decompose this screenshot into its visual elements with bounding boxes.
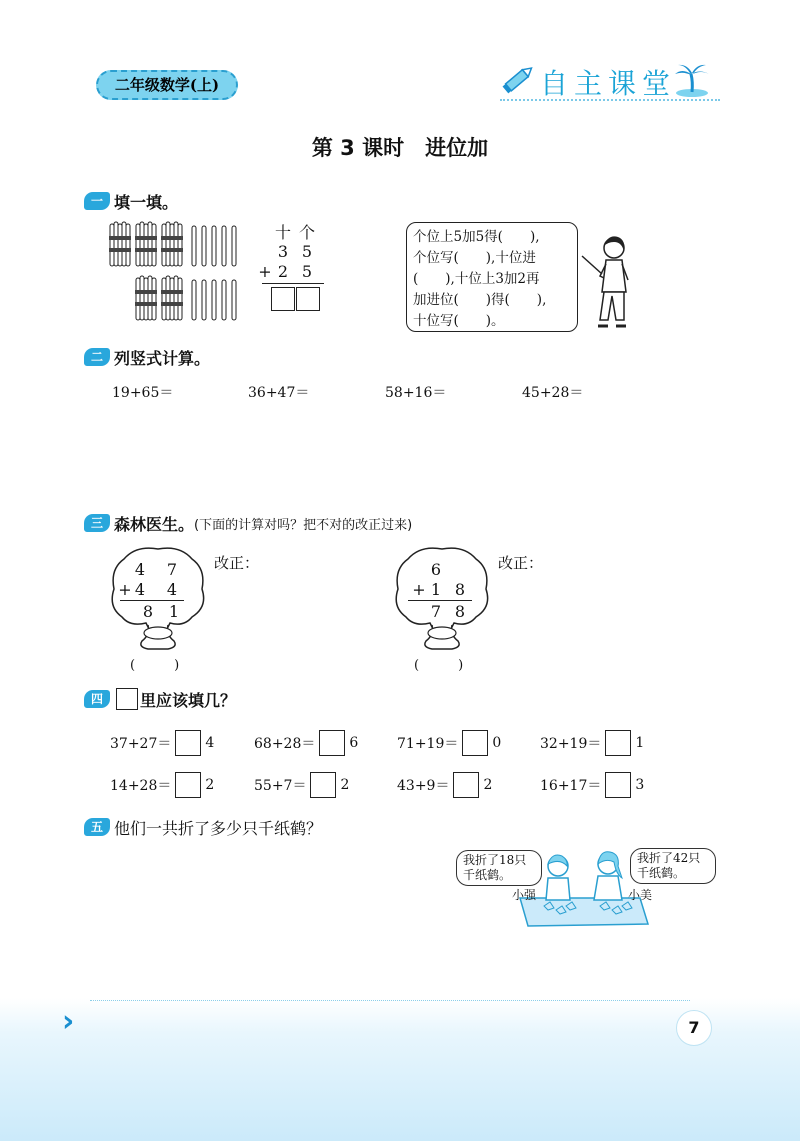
tens-label: 十 xyxy=(274,223,291,242)
tree-illustration xyxy=(108,545,208,659)
section-badge: 二 xyxy=(84,348,110,366)
fill-tail-digit: 1 xyxy=(635,735,645,751)
bubble-line: ( ),十位上3加2再 xyxy=(413,271,540,287)
bubble-line: 个位写( ),十位进 xyxy=(413,250,536,266)
digit-input-box[interactable] xyxy=(175,730,201,756)
correction-label: 改正： xyxy=(214,554,260,572)
fill-in-item xyxy=(540,730,644,756)
tree1-judgement-blank[interactable]: ( ) xyxy=(130,658,180,673)
fill-expression: 55+7＝ xyxy=(254,778,307,794)
section-badge: 三 xyxy=(84,514,110,532)
fill-expression: 71+19＝ xyxy=(397,736,459,752)
blank-box-symbol xyxy=(116,688,138,710)
section-title: 里应该填几？ xyxy=(140,690,237,710)
addend2-ones: 5 xyxy=(301,262,313,281)
section-badge: 一 xyxy=(84,192,110,210)
tree2-sum-line xyxy=(408,600,472,601)
tree2-result-tens: 7 xyxy=(430,602,442,621)
ones-label: 个 xyxy=(298,223,315,242)
fill-in-item xyxy=(254,772,349,798)
addend1-ones: 5 xyxy=(301,242,313,261)
section-3-heading xyxy=(84,512,412,534)
fill-in-item xyxy=(110,730,214,756)
tree1-result-ones: 1 xyxy=(168,602,180,621)
fill-expression: 14+28＝ xyxy=(110,778,172,794)
bubble-line: 加进位( )得( ), xyxy=(413,292,547,308)
tree2-result-ones: 8 xyxy=(454,602,466,621)
section-2-heading xyxy=(84,346,210,368)
fill-tail-digit: 6 xyxy=(349,735,359,751)
palm-tree-icon xyxy=(672,62,712,102)
section-title: 列竖式计算。 xyxy=(114,348,211,368)
fill-expression: 32+19＝ xyxy=(540,736,602,752)
digit-input-box[interactable] xyxy=(605,730,631,756)
vertical-calc-expression: 58+16＝ xyxy=(385,385,447,401)
tree1-top-tens: 4 xyxy=(134,560,146,579)
tree1-sum-line xyxy=(120,600,184,601)
digit-input-box[interactable] xyxy=(310,772,336,798)
tree2-plus: + xyxy=(412,580,426,599)
vertical-calc-expression: 45+28＝ xyxy=(522,385,584,401)
correction-label: 改正： xyxy=(498,554,544,572)
tree1-bottom-tens: 4 xyxy=(134,580,146,599)
sum-line xyxy=(262,283,324,284)
digit-input-box[interactable] xyxy=(319,730,345,756)
digit-input-box[interactable] xyxy=(605,772,631,798)
answer-box-ones[interactable] xyxy=(296,287,320,311)
section-4-heading xyxy=(84,688,236,710)
pencil-icon xyxy=(498,62,538,102)
section-title: 他们一共折了多少只千纸鹤？ xyxy=(114,818,323,838)
vertical-calc-expression: 36+47＝ xyxy=(248,385,310,401)
answer-box-tens[interactable] xyxy=(271,287,295,311)
fill-in-item xyxy=(397,772,492,798)
tree2-judgement-blank[interactable]: ( ) xyxy=(414,658,464,673)
girl-speech-bubble xyxy=(630,848,716,884)
fill-tail-digit: 4 xyxy=(205,735,215,751)
tree1-top-ones: 7 xyxy=(166,560,178,579)
boy-speech-bubble xyxy=(456,850,542,886)
teacher-speech-bubble xyxy=(406,222,578,332)
fill-in-item xyxy=(397,730,501,756)
section-title: 森林医生。 xyxy=(114,514,195,534)
chevron-right-icon: › xyxy=(62,1004,75,1039)
fill-in-item xyxy=(540,772,644,798)
fill-expression: 37+27＝ xyxy=(110,736,172,752)
fill-in-item xyxy=(110,772,214,798)
page-number: 7 xyxy=(676,1010,712,1046)
header-divider xyxy=(500,99,720,101)
digit-input-box[interactable] xyxy=(462,730,488,756)
sticks-illustration xyxy=(108,220,248,334)
section-badge: 四 xyxy=(84,690,110,708)
section-title: 填一填。 xyxy=(114,192,179,212)
fill-tail-digit: 2 xyxy=(483,777,493,793)
bubble-line: 个位上5加5得( ), xyxy=(413,229,540,245)
lesson-title: 第 3 课时 进位加 xyxy=(311,136,489,160)
fill-expression: 16+17＝ xyxy=(540,778,602,794)
fill-tail-digit: 2 xyxy=(205,777,215,793)
tree2-top-ones: 6 xyxy=(430,560,442,579)
girl-speech-line: 我折了42只 xyxy=(637,851,701,865)
section-badge: 五 xyxy=(84,818,110,836)
digit-input-box[interactable] xyxy=(175,772,201,798)
addend2-tens: 2 xyxy=(277,262,289,281)
tree1-bottom-ones: 4 xyxy=(166,580,178,599)
fill-tail-digit: 2 xyxy=(340,777,350,793)
section-5-heading xyxy=(84,816,322,838)
teacher-icon xyxy=(578,230,644,340)
boy-name: 小强 xyxy=(512,888,537,902)
fill-expression: 43+9＝ xyxy=(397,778,450,794)
fill-tail-digit: 3 xyxy=(635,777,645,793)
footer-divider xyxy=(90,1000,690,1001)
addend1-tens: 3 xyxy=(277,242,289,261)
tree1-result-tens: 8 xyxy=(142,602,154,621)
plus-sign: + xyxy=(258,262,272,281)
boy-speech-line: 我折了18只 xyxy=(463,853,527,867)
bubble-line: 十位写( )。 xyxy=(413,313,505,329)
fill-expression: 68+28＝ xyxy=(254,736,316,752)
grade-label: 二年级数学(上) xyxy=(96,70,238,100)
girl-speech-line: 千纸鹤。 xyxy=(637,866,686,880)
digit-input-box[interactable] xyxy=(453,772,479,798)
vertical-calc-expression: 19+65＝ xyxy=(112,385,174,401)
tree2-bottom-ones: 8 xyxy=(454,580,466,599)
tree2-bottom-tens: 1 xyxy=(430,580,442,599)
brand-title: 自主课堂 xyxy=(540,67,677,100)
section-note: (下面的计算对吗？把不对的改正过来) xyxy=(194,517,413,533)
section-1-heading xyxy=(84,190,178,212)
fill-tail-digit: 0 xyxy=(492,735,502,751)
girl-name: 小美 xyxy=(628,888,653,902)
tree1-plus: + xyxy=(118,580,132,599)
fill-in-item xyxy=(254,730,358,756)
boy-speech-line: 千纸鹤。 xyxy=(463,868,512,882)
